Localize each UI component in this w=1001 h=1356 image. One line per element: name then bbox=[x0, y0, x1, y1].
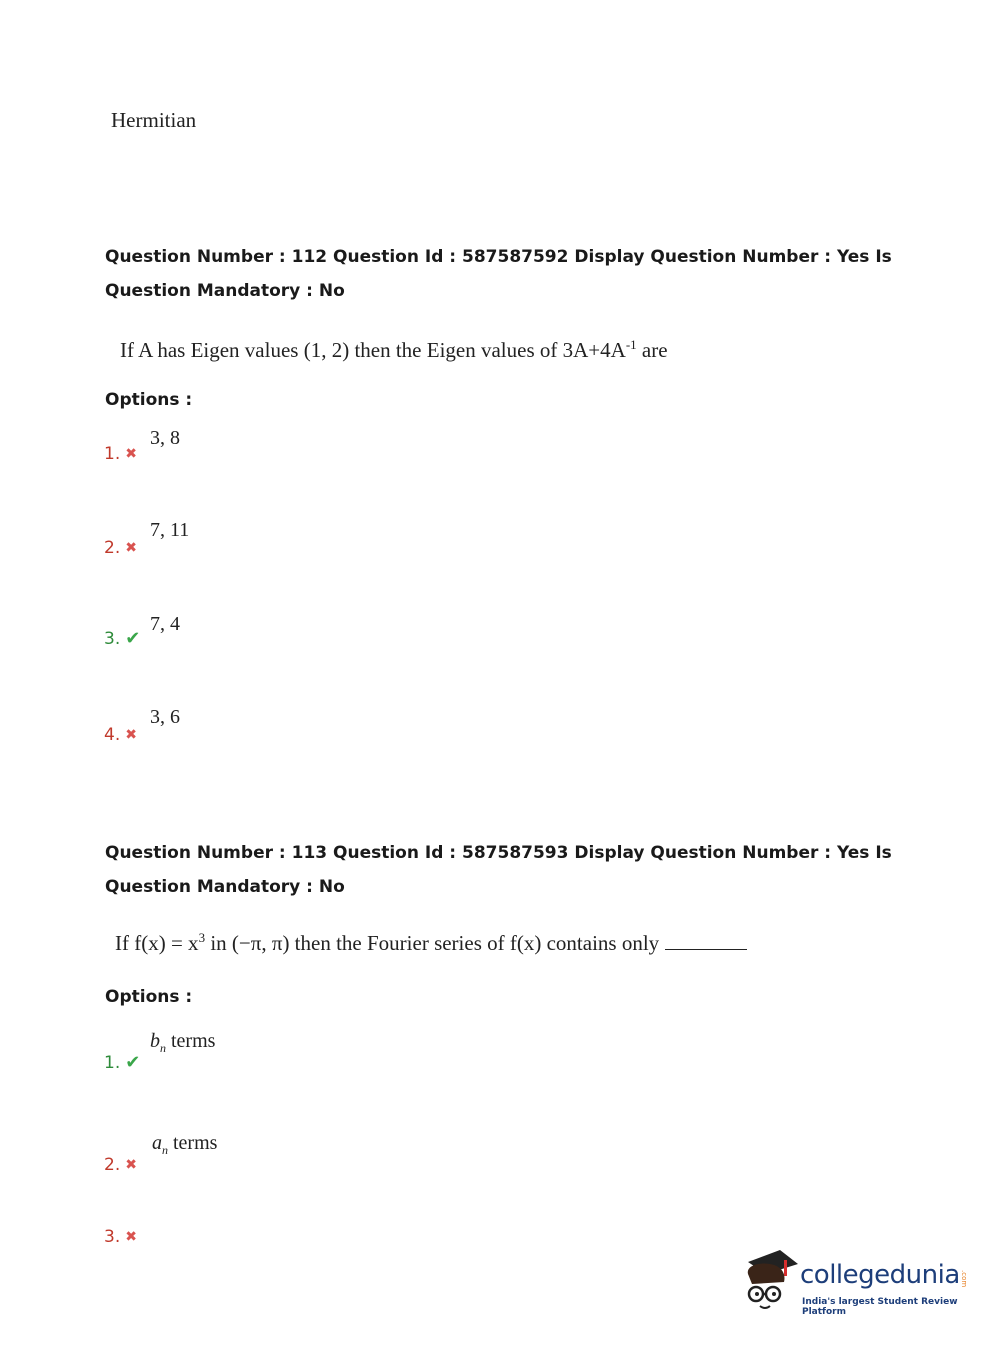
option-number bbox=[104, 538, 137, 558]
cross-icon: ✖ bbox=[125, 446, 137, 462]
option-number bbox=[104, 1052, 140, 1073]
question-text-pre: If A has Eigen values (1, 2) then the Eigen values of 3A+4A bbox=[120, 338, 626, 362]
options-label: Options : bbox=[105, 390, 193, 410]
logo-suffix: .com bbox=[960, 1270, 968, 1288]
option-index: 3. bbox=[104, 1227, 121, 1247]
question-text-mid: in (−π, π) then the Fourier series of f(x) contains only bbox=[205, 931, 660, 955]
option-index: 4. bbox=[104, 725, 121, 745]
question-text-sup: 3 bbox=[198, 930, 206, 945]
cross-icon: ✖ bbox=[125, 727, 137, 743]
collegedunia-logo bbox=[740, 1248, 980, 1318]
option-index: 3. bbox=[104, 628, 121, 649]
option-suffix: terms bbox=[168, 1132, 218, 1154]
option-subscript: n bbox=[162, 1143, 168, 1157]
check-icon: ✔ bbox=[125, 628, 141, 649]
question-header-113: Question Number : 113 Question Id : 587587593 Display Question Number : Yes Is Question Mandatory : No bbox=[105, 843, 892, 897]
option-number bbox=[104, 444, 137, 464]
check-icon: ✔ bbox=[125, 1052, 141, 1073]
cross-icon: ✖ bbox=[125, 540, 137, 556]
question-text-post: are bbox=[636, 338, 668, 362]
question-header-112: Question Number : 112 Question Id : 587587592 Display Question Number : Yes Is Question Mandatory : No bbox=[105, 247, 892, 301]
option-suffix: terms bbox=[166, 1030, 216, 1052]
option-number bbox=[104, 725, 137, 745]
mascot-icon bbox=[740, 1248, 802, 1318]
option-variable: a bbox=[152, 1132, 162, 1154]
option-index: 1. bbox=[104, 1052, 121, 1073]
option-index: 2. bbox=[104, 1155, 121, 1175]
question-text-sup: -1 bbox=[625, 337, 637, 352]
option-number bbox=[104, 628, 140, 649]
option-index: 1. bbox=[104, 444, 121, 464]
option-text: 7, 11 bbox=[150, 519, 190, 541]
answer-blank bbox=[665, 949, 747, 950]
logo-tagline: India's largest Student Review Platform bbox=[802, 1297, 958, 1317]
option-text: 3, 6 bbox=[150, 706, 180, 728]
carryover-option-text: Hermitian bbox=[111, 108, 197, 132]
cross-icon: ✖ bbox=[125, 1157, 137, 1173]
option-text bbox=[150, 1030, 215, 1056]
option-number bbox=[104, 1155, 137, 1175]
question-text-113 bbox=[115, 930, 747, 956]
option-number bbox=[104, 1227, 137, 1247]
question-text-pre: If f(x) = x bbox=[115, 931, 199, 955]
option-subscript: n bbox=[160, 1041, 166, 1055]
option-text: 3, 8 bbox=[150, 427, 180, 449]
cross-icon: ✖ bbox=[125, 1229, 137, 1245]
options-label: Options : bbox=[105, 987, 193, 1007]
option-variable: b bbox=[150, 1030, 160, 1052]
logo-wordmark: collegedunia bbox=[800, 1260, 960, 1290]
option-index: 2. bbox=[104, 538, 121, 558]
option-text bbox=[152, 1132, 217, 1158]
option-text: 7, 4 bbox=[150, 613, 180, 635]
question-text-112 bbox=[120, 337, 668, 363]
